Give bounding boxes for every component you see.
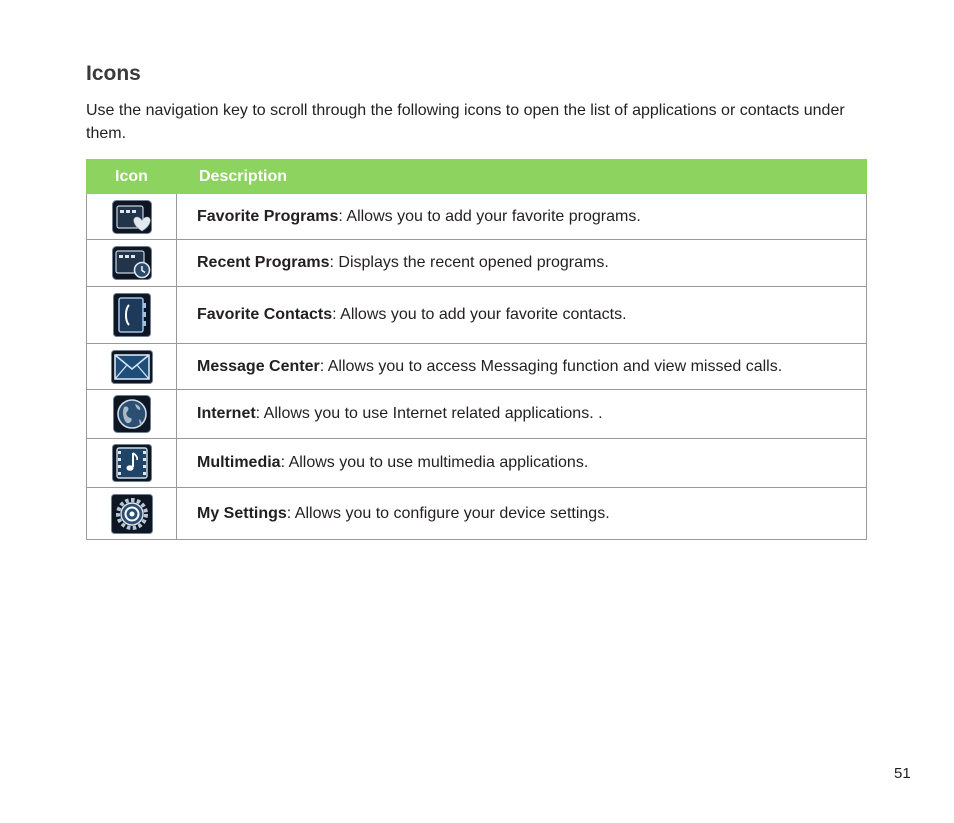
row-name: My Settings xyxy=(197,504,287,522)
row-name: Recent Programs xyxy=(197,254,330,271)
table-row xyxy=(87,194,867,240)
table-row xyxy=(87,488,867,540)
header-description: Description xyxy=(177,160,867,194)
row-text: : Allows you to use multimedia applications. xyxy=(280,454,589,471)
row-text: : Allows you to access Messaging function and view missed calls. xyxy=(319,357,783,375)
recent-programs-icon xyxy=(112,246,152,280)
row-name: Multimedia xyxy=(197,454,281,471)
favorite-programs-icon xyxy=(112,200,152,234)
section-heading: Icons xyxy=(86,62,141,85)
header-icon: Icon xyxy=(87,160,177,194)
icons-table xyxy=(86,159,867,540)
row-text: : Allows you to configure your device settings. xyxy=(286,504,610,522)
row-name: Message Center xyxy=(197,357,320,375)
row-text: : Allows you to use Internet related applications. . xyxy=(255,405,603,422)
table-row xyxy=(87,240,867,287)
row-text: : Displays the recent opened programs. xyxy=(329,254,609,271)
row-text: : Allows you to add your favorite contacts. xyxy=(332,306,627,323)
row-text: : Allows you to add your favorite programs. xyxy=(338,207,641,225)
table-header-row xyxy=(87,160,867,194)
row-name: Internet xyxy=(197,405,256,422)
table-row xyxy=(87,344,867,390)
intro-paragraph: Use the navigation key to scroll through the following icons to open the list of applications or contacts under them. xyxy=(86,102,845,142)
row-name: Favorite Programs xyxy=(197,207,339,225)
internet-icon xyxy=(113,395,151,433)
table-row xyxy=(87,390,867,439)
page-number: 51 xyxy=(894,765,911,782)
table-row xyxy=(87,439,867,488)
message-center-icon xyxy=(111,350,153,384)
my-settings-icon xyxy=(111,494,153,534)
favorite-contacts-icon xyxy=(113,293,151,337)
multimedia-icon xyxy=(112,444,152,482)
table-row xyxy=(87,287,867,344)
row-name: Favorite Contacts xyxy=(197,306,333,323)
